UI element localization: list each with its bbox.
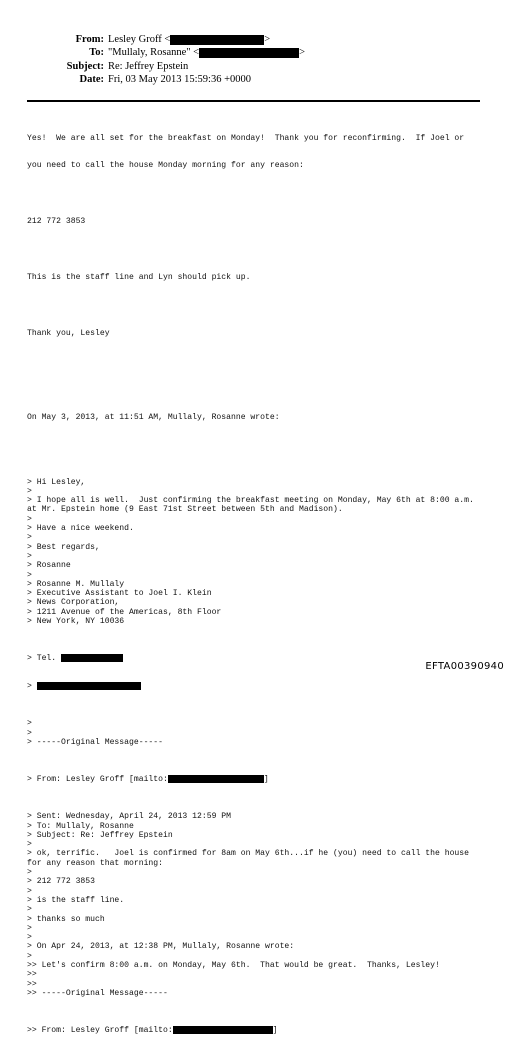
quote-line: > Executive Assistant to Joel I. Klein: [27, 589, 212, 599]
redacted-line: >: [27, 682, 474, 691]
subject-value: Re: Jeffrey Epstein: [108, 61, 189, 72]
body-line: Yes! We are all set for the breakfast on Monday! Thank you for reconfirming. If Joel or: [27, 133, 465, 143]
body-line: you need to call the house Monday morning for any reason:: [27, 161, 304, 171]
quote-line: > Rosanne: [27, 561, 71, 571]
quote-line: >> -----Original Message-----: [27, 988, 168, 998]
quote-line: > On Apr 24, 2013, at 12:38 PM, Mullaly, Rosanne wrote:: [27, 942, 295, 952]
tel-line: > Tel.: [27, 654, 474, 663]
quote-line: > Sent: Wednesday, April 24, 2013 12:59 PM: [27, 812, 231, 822]
redacted-block: [170, 35, 264, 45]
quote-line: >>: [27, 979, 37, 989]
quote-line: >: [27, 923, 32, 933]
quote-line: > 1211 Avenue of the Americas, 8th Floor: [27, 607, 222, 617]
header-date-row: [0, 74, 512, 88]
quoted-message: [27, 812, 474, 998]
quote-line: >: [27, 719, 32, 729]
subject-label: Subject:: [66, 61, 104, 72]
quote-line: > Have a nice weekend.: [27, 524, 134, 534]
to-label: To:: [89, 47, 104, 58]
from-value: Lesley Groff <: [108, 34, 171, 45]
header-to-row: [0, 47, 512, 61]
body-line: This is the staff line and Lyn should pick up.: [27, 273, 251, 283]
phone-number: 212 772 3853: [27, 217, 86, 227]
quote-line: > To: Mullaly, Rosanne: [27, 821, 134, 831]
quote-line: >: [27, 486, 32, 496]
from-close: >: [264, 34, 271, 45]
quote-line: > News Corporation,: [27, 598, 120, 608]
redacted-block: [199, 48, 299, 58]
quote-line: >: [27, 905, 32, 915]
quote-line: >: [27, 933, 32, 943]
quote-line: for any reason that morning:: [27, 858, 163, 868]
from-label: From:: [75, 34, 104, 45]
quote-line: > 212 772 3853: [27, 877, 95, 887]
redacted-block: [168, 775, 264, 783]
quote-line: >: [27, 570, 32, 580]
header-from-row: [0, 34, 512, 48]
quote-intro: On May 3, 2013, at 11:51 AM, Mullaly, Rosanne wrote:: [27, 412, 280, 422]
quote-line: > I hope all is well. Just confirming the breakfast meeting on Monday, May 6th at 8:00 a.m.: [27, 496, 474, 506]
quote-line: >: [27, 840, 32, 850]
redacted-block: [173, 1026, 273, 1034]
quote-line: > Subject: Re: Jeffrey Epstein: [27, 830, 173, 840]
quote-line: >> Let's confirm 8:00 a.m. on Monday, May 6th. That would be great. Thanks, Lesley!: [27, 961, 440, 971]
date-label: Date:: [79, 74, 104, 85]
quote-line: at Mr. Epstein home (9 East 71st Street between 5th and Madison).: [27, 505, 343, 515]
quote-line: >: [27, 868, 32, 878]
orig-from-line: >> From: Lesley Groff [mailto: ]: [27, 1026, 278, 1036]
quote-line: > thanks so much: [27, 914, 105, 924]
to-close: >: [299, 47, 306, 58]
header-subject-row: [0, 61, 512, 75]
to-value: "Mullaly, Rosanne" <: [108, 47, 200, 58]
quote-line: >: [27, 551, 32, 561]
quote-line: > -----Original Message-----: [27, 737, 163, 747]
document-id: EFTA00390940: [425, 661, 504, 672]
quote-line: >: [27, 514, 32, 524]
quoted-message: [27, 478, 474, 627]
quote-line: > Best regards,: [27, 542, 100, 552]
quote-line: > Hi Lesley,: [27, 477, 86, 487]
quote-line: >: [27, 728, 32, 738]
quote-line: > New York, NY 10036: [27, 617, 125, 627]
email-body: [27, 115, 474, 1045]
date-value: Fri, 03 May 2013 15:59:36 +0000: [108, 74, 252, 85]
quote-line: > is the staff line.: [27, 895, 125, 905]
quote-line: >>: [27, 970, 37, 980]
quote-line: > ok, terrific. Joel is confirmed for 8am on May 6th...if he (you) need to call the house: [27, 849, 469, 859]
quote-line: >: [27, 886, 32, 896]
quoted-message: [27, 719, 474, 747]
quote-line: > Rosanne M. Mullaly: [27, 579, 125, 589]
redacted-block: [37, 682, 141, 690]
orig-from-line: > From: Lesley Groff [mailto: ]: [27, 775, 269, 785]
signature: Thank you, Lesley: [27, 328, 110, 338]
redacted-block: [61, 654, 123, 662]
header-divider: [27, 100, 480, 102]
quote-line: >: [27, 533, 32, 543]
quote-line: >: [27, 951, 32, 961]
